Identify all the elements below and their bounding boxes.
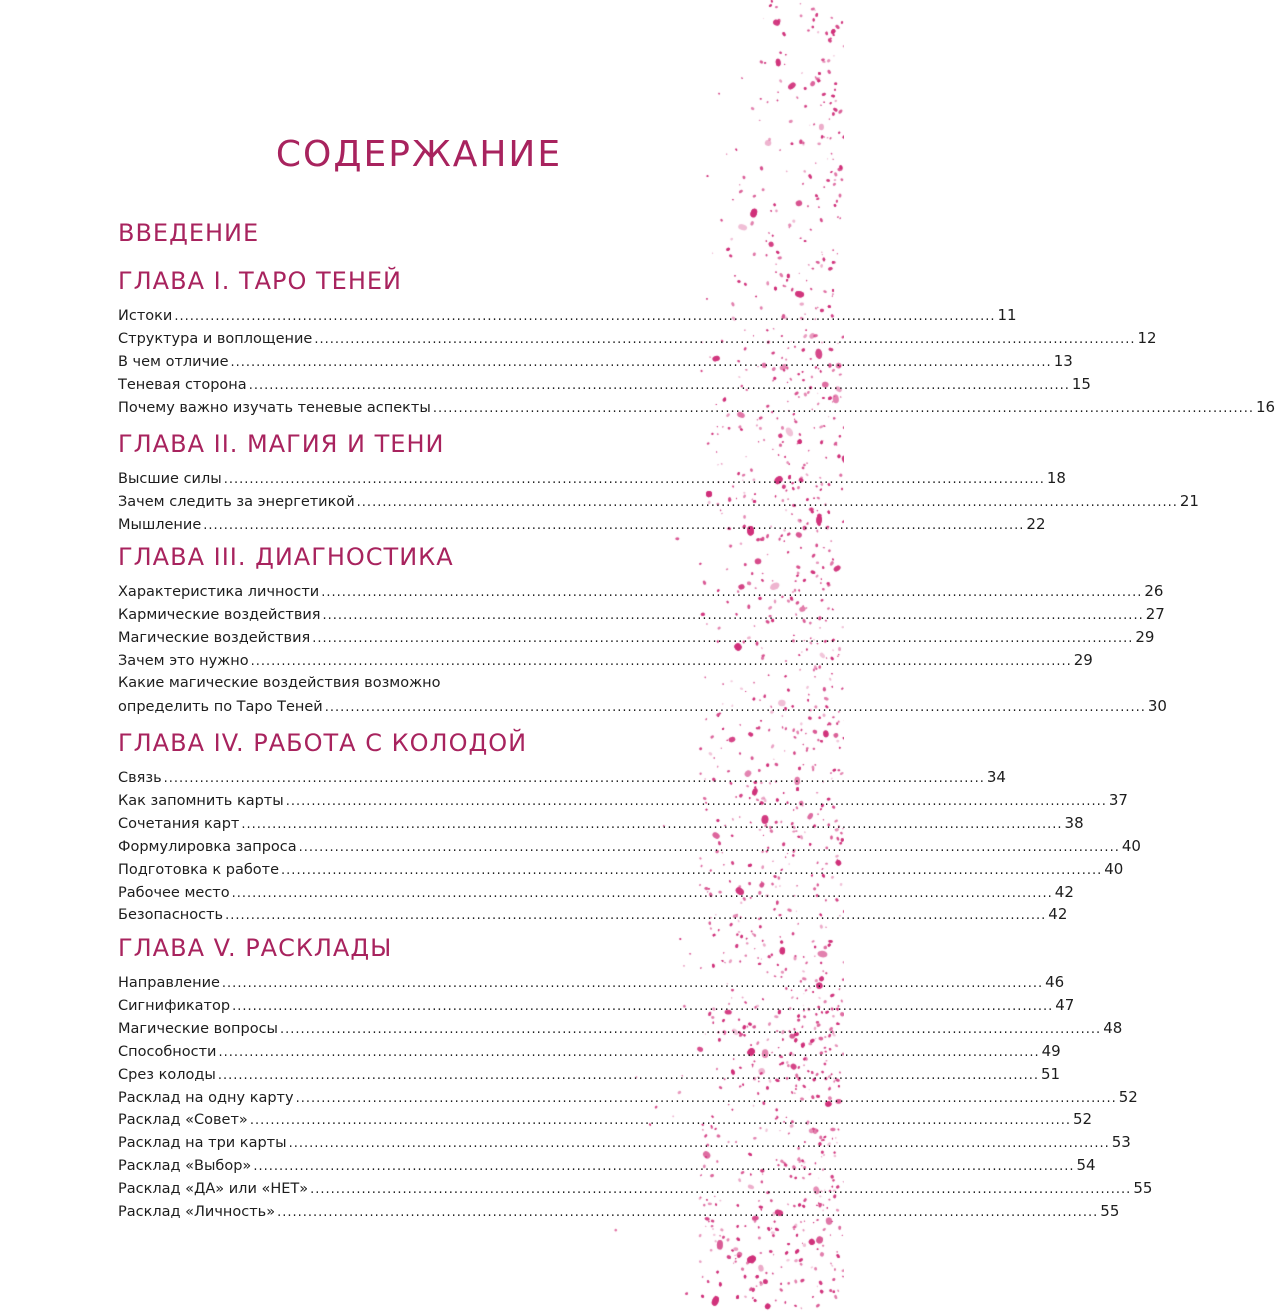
- toc-entry-page-number: 12: [1137, 328, 1157, 347]
- dot-leader: ................................................................................................................................................................: [288, 1136, 1110, 1152]
- dot-leader: ................................................................................................................................................................: [322, 607, 1144, 623]
- toc-entry-page-number: 13: [1053, 351, 1073, 370]
- toc-entry-page-number: 42: [1054, 882, 1074, 901]
- dot-leader: ................................................................................................................................................................: [163, 771, 985, 786]
- toc-entry-page-number: 48: [1103, 1018, 1123, 1037]
- toc-entry-page-number: 40: [1121, 836, 1141, 855]
- toc-entry-label: Мышление: [118, 516, 202, 533]
- toc-entry-label: Характеристика личности: [118, 584, 320, 600]
- toc-entry-label: Сигнификатор: [118, 997, 231, 1014]
- toc-entry[interactable]: [118, 812, 1084, 834]
- toc-entry-page-number: 18: [1046, 469, 1066, 487]
- toc-entry-label: Кармические воздействия: [118, 606, 321, 623]
- toc-entry-label: Подготовка к работе: [118, 861, 280, 878]
- toc-entry[interactable]: [118, 649, 1093, 671]
- toc-entry-page-number: 52: [1072, 1110, 1093, 1129]
- chapter-heading: ГЛАВА V. РАСКЛАДЫ: [118, 934, 393, 962]
- toc-entry-page-number: 27: [1145, 604, 1165, 623]
- toc-entry-label: Магические вопросы: [118, 1020, 279, 1037]
- toc-entry-page-number: 29: [1073, 650, 1093, 669]
- toc-entry[interactable]: [118, 1063, 1061, 1085]
- toc-entry-page-number: 47: [1055, 995, 1075, 1014]
- toc-entry-label: Магические воздействия: [118, 629, 311, 646]
- dot-leader: ................................................................................................................................................................: [314, 331, 1136, 347]
- dot-leader: ................................................................................................................................................................: [285, 793, 1107, 809]
- toc-entry-label: Зачем это нужно: [118, 652, 249, 669]
- toc-entry[interactable]: [118, 1200, 1120, 1222]
- toc-entry-label: Расклад «Личность»: [118, 1204, 276, 1220]
- dot-leader: ................................................................................................................................................................: [203, 517, 1025, 533]
- dot-leader: ................................................................................................................................................................: [321, 585, 1143, 600]
- toc-entry-page-number: 21: [1179, 491, 1199, 510]
- dot-leader: ................................................................................................................................................................: [248, 377, 1070, 393]
- toc-entry-label: Расклад на три карты: [118, 1135, 287, 1152]
- toc-entry-label: Срез колоды: [118, 1066, 216, 1083]
- dot-leader: ................................................................................................................................................................: [241, 816, 1063, 832]
- toc-entry[interactable]: [118, 881, 1074, 903]
- toc-entry[interactable]: [118, 903, 1068, 925]
- toc-entry-page-number: 11: [997, 306, 1017, 324]
- dot-leader: ................................................................................................................................................................: [250, 653, 1072, 669]
- toc-entry-label: Структура и воплощение: [118, 330, 313, 347]
- toc-entry-label: Зачем следить за энергетикой: [118, 493, 355, 510]
- dot-leader: ................................................................................................................................................................: [281, 862, 1103, 878]
- chapter-heading: ГЛАВА IV. РАБОТА С КОЛОДОЙ: [118, 729, 528, 757]
- toc-entry-page-number: 29: [1135, 627, 1155, 646]
- dot-leader: ................................................................................................................................................................: [232, 998, 1054, 1014]
- toc-entry-label: Теневая сторона: [118, 376, 247, 393]
- toc-entry[interactable]: [118, 1040, 1061, 1062]
- dot-leader: ................................................................................................................................................................: [231, 885, 1053, 901]
- dot-leader: ................................................................................................................................................................: [218, 1044, 1040, 1060]
- dot-leader: ................................................................................................................................................................: [298, 839, 1120, 855]
- dot-leader: ................................................................................................................................................................: [356, 494, 1178, 510]
- toc-entry-page-number: 40: [1104, 859, 1124, 878]
- toc-entry-page-number: 49: [1041, 1041, 1061, 1060]
- dot-leader: ................................................................................................................................................................: [253, 1159, 1075, 1175]
- toc-entry-page-number: 54: [1076, 1156, 1096, 1175]
- toc-entry-label: Формулировка запроса: [118, 838, 297, 855]
- toc-entry-label: Способности: [118, 1043, 217, 1060]
- toc-entry-label: Сочетания карт: [118, 815, 240, 832]
- dot-leader: ................................................................................................................................................................: [277, 1205, 1099, 1220]
- toc-entry[interactable]: [118, 971, 1065, 993]
- dot-leader: ................................................................................................................................................................: [249, 1113, 1071, 1129]
- toc-entry-label: Связь: [118, 770, 162, 786]
- dot-leader: ................................................................................................................................................................: [217, 1067, 1039, 1083]
- toc-entry-label: Как запомнить карты: [118, 792, 284, 809]
- toc-entry-label: Расклад «Выбор»: [118, 1158, 252, 1175]
- chapter-heading: ГЛАВА I. ТАРО ТЕНЕЙ: [118, 267, 403, 295]
- dot-leader: ................................................................................................................................................................: [324, 699, 1146, 715]
- toc-entry[interactable]: [118, 490, 1199, 512]
- toc-entry[interactable]: [118, 1108, 1093, 1130]
- toc-entry[interactable]: [118, 626, 1155, 648]
- toc-entry[interactable]: [118, 396, 1275, 418]
- toc-entry-page-number: 16: [1256, 397, 1275, 416]
- toc-entry-label: Рабочее место: [118, 884, 230, 901]
- toc-entry[interactable]: [118, 1177, 1153, 1199]
- toc-entry-page-number: 30: [1147, 696, 1167, 715]
- chapter-heading: ГЛАВА III. ДИАГНОСТИКА: [118, 543, 454, 571]
- toc-entry-label: Безопасность: [118, 907, 224, 924]
- toc-entry[interactable]: [118, 373, 1091, 395]
- dot-leader: ................................................................................................................................................................: [280, 1021, 1102, 1037]
- toc-entry[interactable]: [118, 467, 1066, 489]
- toc-entry[interactable]: [118, 1131, 1131, 1153]
- toc-entry[interactable]: [118, 1017, 1123, 1039]
- dot-leader: ................................................................................................................................................................: [230, 354, 1052, 370]
- intro-heading: ВВЕДЕНИЕ: [118, 219, 260, 247]
- toc-entry[interactable]: [118, 350, 1073, 372]
- dot-leader: ................................................................................................................................................................: [174, 309, 996, 324]
- dot-leader: ................................................................................................................................................................: [295, 1090, 1117, 1106]
- toc-entry-label: Истоки: [118, 308, 173, 324]
- toc-entry[interactable]: [118, 513, 1046, 535]
- toc-entry-page-number: 51: [1040, 1064, 1061, 1083]
- toc-entry-page-number: 34: [986, 768, 1006, 786]
- toc-entry-label: Направление: [118, 975, 220, 991]
- toc-entry-page-number: 42: [1048, 905, 1068, 924]
- toc-entry[interactable]: [118, 1086, 1138, 1108]
- toc-entry[interactable]: [118, 835, 1141, 857]
- toc-entry-label: определить по Таро Теней: [118, 698, 323, 715]
- dot-leader: ................................................................................................................................................................: [312, 630, 1134, 646]
- toc-entry-page-number: 53: [1111, 1133, 1131, 1152]
- toc-entry-page-number: 52: [1118, 1087, 1138, 1106]
- toc-entry[interactable]: [118, 580, 1164, 602]
- toc-entry-label: Расклад «Совет»: [118, 1112, 248, 1129]
- toc-entry-page-number: 26: [1144, 582, 1164, 600]
- toc-entry[interactable]: [118, 1154, 1096, 1176]
- toc-entry-page-number: 55: [1133, 1179, 1153, 1198]
- page-title: СОДЕРЖАНИЕ: [275, 134, 563, 175]
- toc-entry[interactable]: [118, 858, 1124, 880]
- toc-entry[interactable]: [118, 304, 1017, 326]
- toc-entry[interactable]: [118, 789, 1128, 811]
- dot-leader: ................................................................................................................................................................: [223, 472, 1045, 487]
- toc-entry-page-number: 38: [1064, 813, 1084, 832]
- toc-entry-page-number: 15: [1071, 374, 1091, 393]
- toc-entry-label: В чем отличие: [118, 353, 229, 370]
- toc-entry[interactable]: [118, 766, 1006, 788]
- toc-entry-page-number: 22: [1026, 514, 1046, 533]
- chapter-heading: ГЛАВА II. МАГИЯ И ТЕНИ: [118, 430, 445, 458]
- toc-entry-page-number: 37: [1108, 790, 1128, 809]
- toc-entry-label: Высшие силы: [118, 471, 222, 487]
- toc-entry-label: Расклад на одну карту: [118, 1089, 294, 1106]
- toc-entry[interactable]: [118, 994, 1075, 1016]
- dot-leader: ................................................................................................................................................................: [221, 976, 1044, 991]
- dot-leader: ................................................................................................................................................................: [432, 400, 1254, 416]
- toc-entry-page-number: 55: [1100, 1202, 1120, 1220]
- toc-entry[interactable]: [118, 695, 1167, 717]
- toc-entry[interactable]: [118, 327, 1157, 349]
- toc-entry-label: Расклад «ДА» или «НЕТ»: [118, 1181, 309, 1198]
- toc-entry-page-number: 46: [1045, 973, 1065, 991]
- toc-entry[interactable]: [118, 603, 1165, 625]
- dot-leader: ................................................................................................................................................................: [310, 1182, 1132, 1198]
- toc-entry-label: Почему важно изучать теневые аспекты: [118, 399, 431, 416]
- dot-leader: ................................................................................................................................................................: [225, 908, 1047, 924]
- toc-entry-label-line1: Какие магические воздействия возможно: [118, 674, 441, 691]
